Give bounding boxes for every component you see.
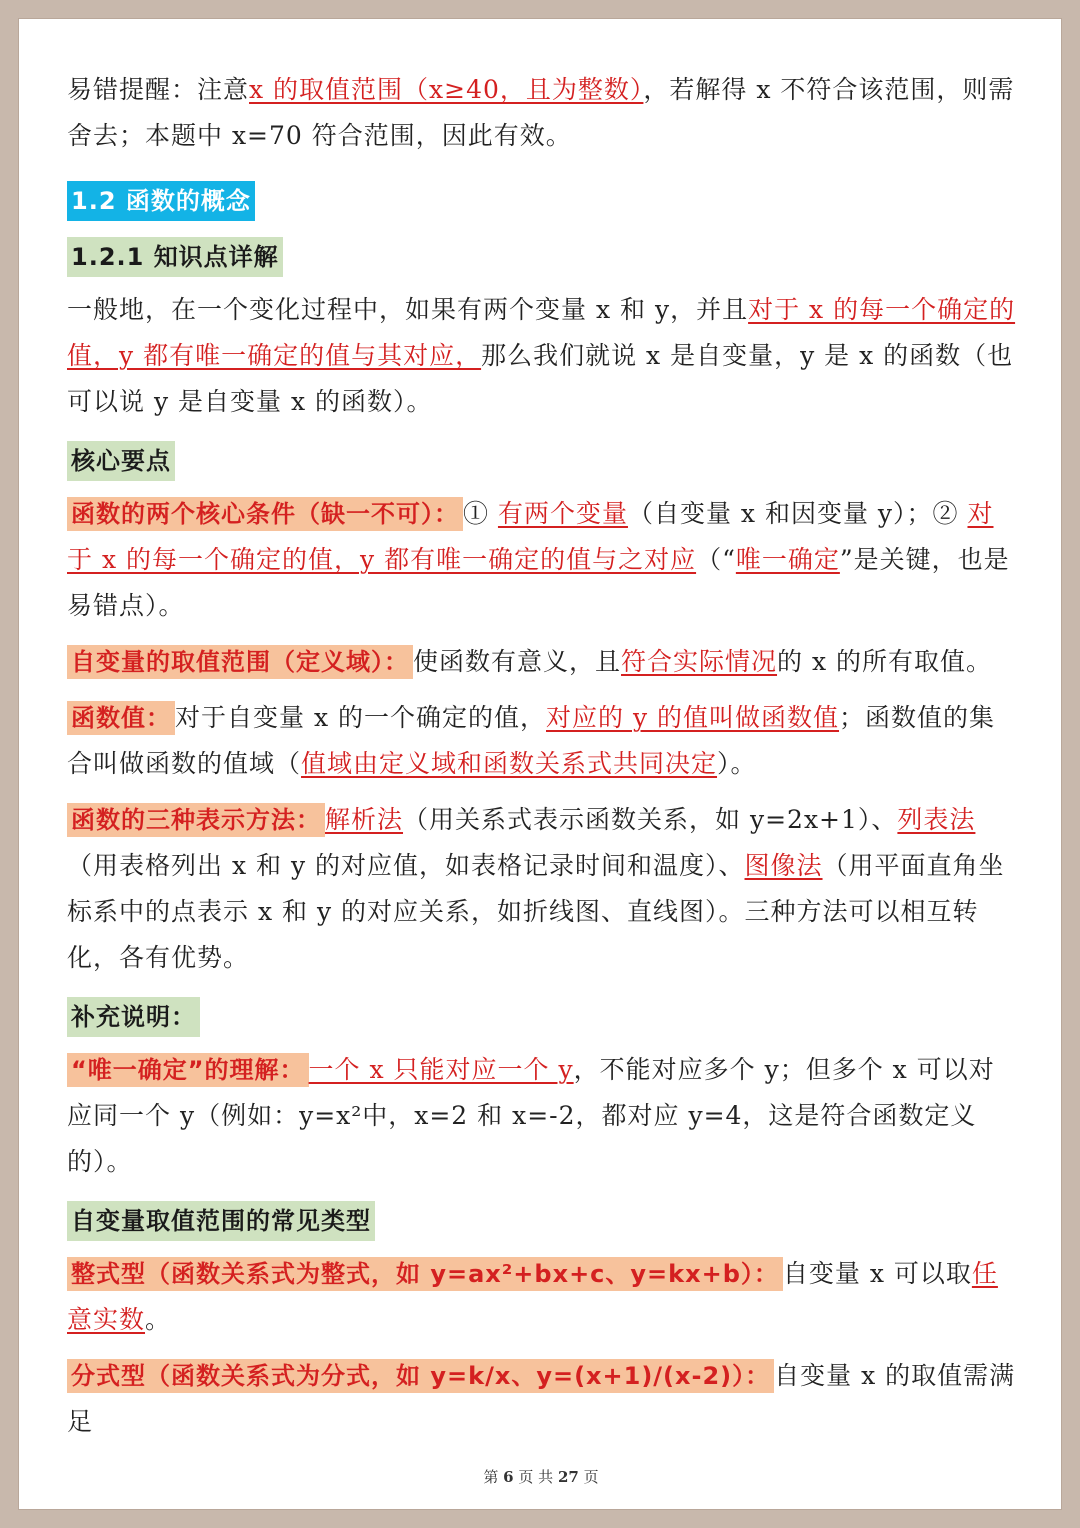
tag-label: 函数的三种表示方法：	[67, 803, 325, 837]
polynomial-type-paragraph	[67, 1251, 1017, 1343]
text: 使函数有意义，且	[413, 647, 622, 676]
footer-text: 页	[583, 1468, 599, 1486]
tag-label: 函数的两个核心条件（缺一不可）：	[67, 497, 463, 531]
text: 自变量 x 可以取	[782, 1259, 972, 1288]
text: ；函数值的集合叫做函数的值域（	[67, 703, 996, 778]
highlight-text: 列表法	[897, 805, 976, 834]
text: 一般地，在一个变化过程中，如果有两个变量 x 和 y，并且	[67, 295, 749, 324]
total-pages: 27	[557, 1468, 579, 1486]
text: （用关系式表示函数关系，如 y=2x+1）、	[403, 805, 898, 834]
representation-methods-paragraph	[67, 797, 1017, 981]
definition-paragraph	[67, 287, 1017, 425]
page-number: 6	[503, 1468, 514, 1486]
subsection-heading: 1.2.1 知识点详解	[67, 237, 283, 277]
footer-text: 第	[483, 1468, 499, 1486]
highlight-text: 值域由定义域和函数关系式共同决定	[301, 749, 718, 778]
tag-label: “唯一确定”的理解：	[67, 1053, 309, 1087]
supplement-heading: 补充说明：	[67, 997, 200, 1037]
footer-text: 页 共	[518, 1468, 554, 1486]
text: 。	[145, 1305, 172, 1334]
text: 自变量 x 的取值需满足	[67, 1361, 1016, 1436]
highlight-text: 解析法	[325, 805, 404, 834]
tag-label: 函数值：	[67, 701, 175, 735]
text: （用平面直角坐标系中的点表示 x 和 y 的对应关系，如折线图、直线图）。三种方法可以相互转化，各有优势。	[67, 851, 1005, 972]
text: 对于自变量 x 的一个确定的值，	[175, 703, 546, 732]
highlight-text: 对应的 y 的值叫做函数值	[546, 703, 840, 732]
text: ，不能对应多个 y；但多个 x 可以对应同一个 y（例如：y=x²中，x=2 和 x=-2，都对应 y=4，这是符合函数定义的）。	[67, 1055, 995, 1176]
text: 的 x 的所有取值。	[777, 647, 993, 676]
text: 那么我们就说 x 是自变量，y 是 x 的函数（也可以说 y 是自变量 x 的函数）。	[67, 341, 1014, 416]
text: （自变量 x 和因变量 y）；②	[627, 499, 968, 528]
highlight-text: 一个 x 只能对应一个 y	[308, 1055, 574, 1084]
domain-types-heading: 自变量取值范围的常见类型	[67, 1201, 375, 1241]
section-heading: 1.2 函数的概念	[67, 181, 255, 221]
text: ，若解得 x 不符合该范围，则需舍去；本题中 x=70 符合范围，因此有效。	[67, 75, 1015, 150]
text: ①	[463, 499, 498, 528]
highlight-text: 图像法	[744, 851, 823, 880]
highlight-text: 唯一确定	[735, 545, 840, 574]
tag-label: 分式型（函数关系式为分式，如 y=k/x、y=(x+1)/(x-2)）：	[67, 1359, 774, 1393]
highlight-text: 对于 x 的每一个确定的值，y 都有唯一确定的值与其对应，	[67, 295, 1016, 370]
uniqueness-paragraph	[67, 1047, 1017, 1185]
fraction-type-paragraph	[67, 1353, 1017, 1445]
key-points-heading: 核心要点	[67, 441, 175, 481]
document-page	[18, 18, 1062, 1510]
tag-label: 自变量的取值范围（定义域）：	[67, 645, 413, 679]
highlight-text: x 的取值范围（x≥40，且为整数）	[249, 75, 644, 104]
highlight-text: 对于 x 的每一个确定的值，y 都有唯一确定的值与之对应	[67, 499, 994, 574]
core-conditions-paragraph	[67, 491, 1017, 629]
text: （用表格列出 x 和 y 的对应值，如表格记录时间和温度）、	[67, 851, 745, 880]
highlight-text: 任意实数	[67, 1259, 998, 1334]
error-reminder-paragraph	[67, 67, 1017, 159]
highlight-text: 有两个变量	[497, 499, 628, 528]
domain-paragraph	[67, 639, 1017, 685]
document-content	[67, 67, 1017, 1455]
tag-label: 整式型（函数关系式为整式，如 y=ax²+bx+c、y=kx+b）：	[67, 1257, 783, 1291]
function-value-paragraph	[67, 695, 1017, 787]
text: ）。	[717, 749, 757, 778]
text: 易错提醒：注意	[67, 75, 250, 104]
page-footer	[19, 1466, 1063, 1487]
text: ”是关键，也是易错点）。	[67, 545, 1010, 620]
highlight-text: 符合实际情况	[621, 647, 778, 676]
text: （“	[696, 545, 736, 574]
